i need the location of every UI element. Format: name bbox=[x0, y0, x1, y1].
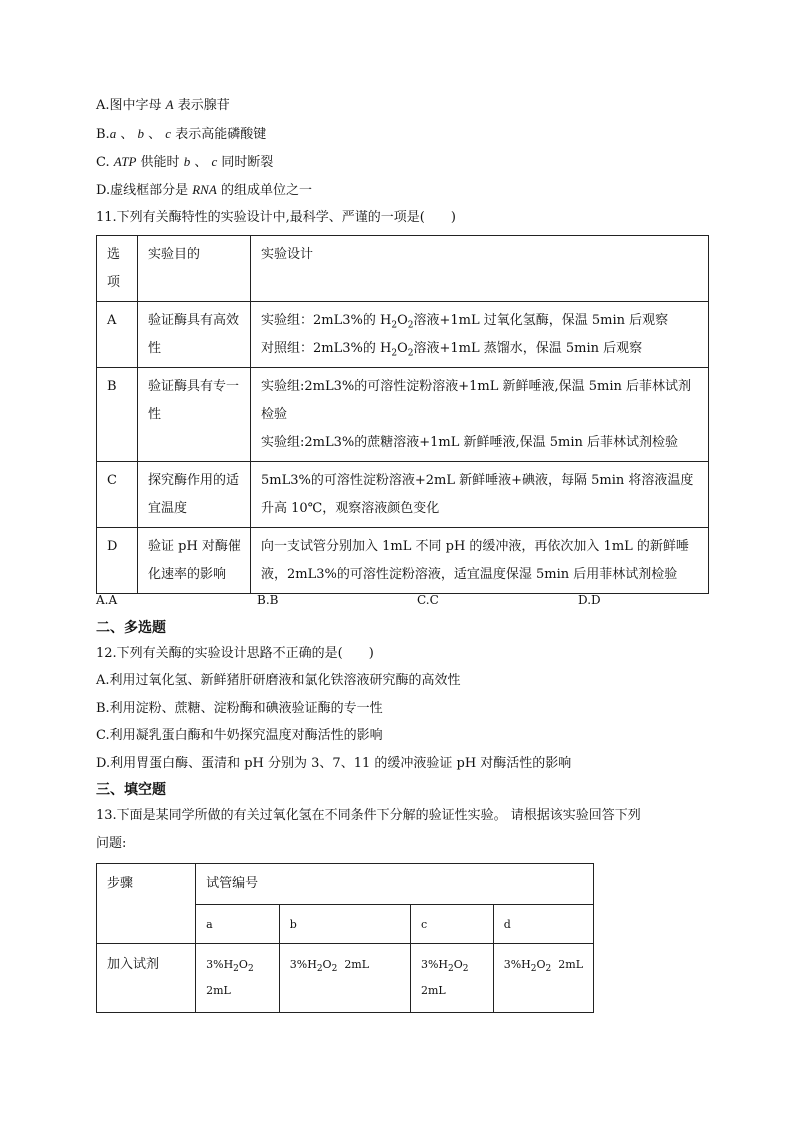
answer-option-b: B.B bbox=[257, 593, 279, 607]
q12-option-c: C.利用凝乳蛋白酶和牛奶探究温度对酶活性的影响 bbox=[96, 728, 383, 743]
q11-table bbox=[96, 235, 709, 594]
q12-option-a: A.利用过氧化氢、新鲜猪肝研磨液和氯化铁溶液研究酶的高效性 bbox=[96, 673, 461, 688]
header-tube-number: 试管编号 bbox=[196, 864, 594, 905]
design-line: 实验组:2mL3%的可溶性淀粉溶液+1mL 新鲜唾液,保温 5min 后菲林试剂检验 bbox=[261, 379, 692, 422]
table-header-row bbox=[97, 864, 594, 905]
row-option: B bbox=[97, 368, 138, 462]
q10-option-b: B.a 、 b 、 c 表示高能磷酸键 bbox=[96, 126, 267, 142]
row-purpose: 验证 pH 对酶催化速率的影响 bbox=[138, 528, 251, 594]
q10-option-a: A.图中字母 A 表示腺苷 bbox=[96, 97, 230, 113]
design-line: 对照组：2mL3%的 $H_2O_2$溶液+1mL 蒸馏水，保温 5min 后观察 bbox=[261, 341, 643, 359]
row-label-reagent: 加入试剂 bbox=[97, 944, 196, 1013]
q13-stem-line1: 13.下面是某同学所做的有关过氧化氢在不同条件下分解的验证性实验。 请根据该实验回答下列 bbox=[96, 808, 641, 823]
q13-table bbox=[96, 863, 594, 1013]
header-step: 步骤 bbox=[97, 864, 196, 944]
row-purpose: 验证酶具有专一性 bbox=[138, 368, 251, 462]
row-design bbox=[251, 302, 709, 368]
reagent-cell-d: $3\%H_2O_2$ 2mL bbox=[493, 944, 593, 1013]
section-heading-multiple-choice: 二、多选题 bbox=[96, 620, 166, 636]
q11-stem: 11.下列有关酶特性的实验设计中,最科学、严谨的一项是( ) bbox=[96, 210, 456, 225]
row-option: D bbox=[97, 528, 138, 594]
reagent-cell-b: $3\%H_2O_2$ 2mL bbox=[279, 944, 410, 1013]
row-design: 向一支试管分别加入 1mL 不同 pH 的缓冲液，再依次加入 1mL 的新鲜唾液，2mL3%的可溶性淀粉溶液，适宜温度保湿 5min 后用菲林试剂检验 bbox=[251, 528, 709, 594]
header-purpose: 实验目的 bbox=[138, 236, 251, 302]
table-row bbox=[97, 944, 594, 1013]
table-row bbox=[97, 302, 709, 368]
q10-option-c: C. ATP 供能时 b 、 c 同时断裂 bbox=[96, 154, 274, 170]
row-design bbox=[251, 368, 709, 462]
q12-option-d: D.利用胃蛋白酶、蛋清和 pH 分别为 3、7、11 的缓冲液验证 pH 对酶活性的影响 bbox=[96, 756, 572, 771]
reagent-cell-a: $3\%H_2O_2$ 2mL bbox=[196, 944, 280, 1013]
answer-option-c: C.C bbox=[417, 593, 439, 607]
header-design: 实验设计 bbox=[251, 236, 709, 302]
q12-stem: 12.下列有关酶的实验设计思路不正确的是( ) bbox=[96, 646, 374, 661]
row-option: C bbox=[97, 462, 138, 528]
design-line: 实验组：2mL3%的 $H_2O_2$溶液+1mL 过氧化氢酶，保温 5min 后观察 bbox=[261, 313, 669, 331]
row-option: A bbox=[97, 302, 138, 368]
row-purpose: 探究酶作用的适宜温度 bbox=[138, 462, 251, 528]
reagent-cell-c: $3\%H_2O_2$ 2mL bbox=[410, 944, 493, 1013]
table-row bbox=[97, 528, 709, 594]
q13-stem-line2: 问题: bbox=[96, 836, 127, 851]
answer-option-d: D.D bbox=[578, 593, 601, 607]
q12-option-b: B.利用淀粉、蔗糖、淀粉酶和碘液验证酶的专一性 bbox=[96, 701, 383, 716]
row-purpose: 验证酶具有高效性 bbox=[138, 302, 251, 368]
table-row bbox=[97, 462, 709, 528]
tube-a: a bbox=[196, 905, 280, 944]
design-line: 实验组:2mL3%的蔗糖溶液+1mL 新鲜唾液,保温 5min 后菲林试剂检验 bbox=[261, 435, 679, 450]
row-design: 5mL3%的可溶性淀粉溶液+2mL 新鲜唾液+碘液，每隔 5min 将溶液温度升高 10℃，观察溶液颜色变化 bbox=[251, 462, 709, 528]
tube-c: c bbox=[410, 905, 493, 944]
header-option: 选项 bbox=[97, 236, 138, 302]
tube-b: b bbox=[279, 905, 410, 944]
table-row bbox=[97, 368, 709, 462]
tube-d: d bbox=[493, 905, 593, 944]
section-heading-fill-blank: 三、填空题 bbox=[96, 782, 166, 798]
answer-option-a: A.A bbox=[96, 593, 118, 607]
table-header-row bbox=[97, 236, 709, 302]
q10-option-d: D.虚线框部分是 RNA 的组成单位之一 bbox=[96, 182, 312, 198]
